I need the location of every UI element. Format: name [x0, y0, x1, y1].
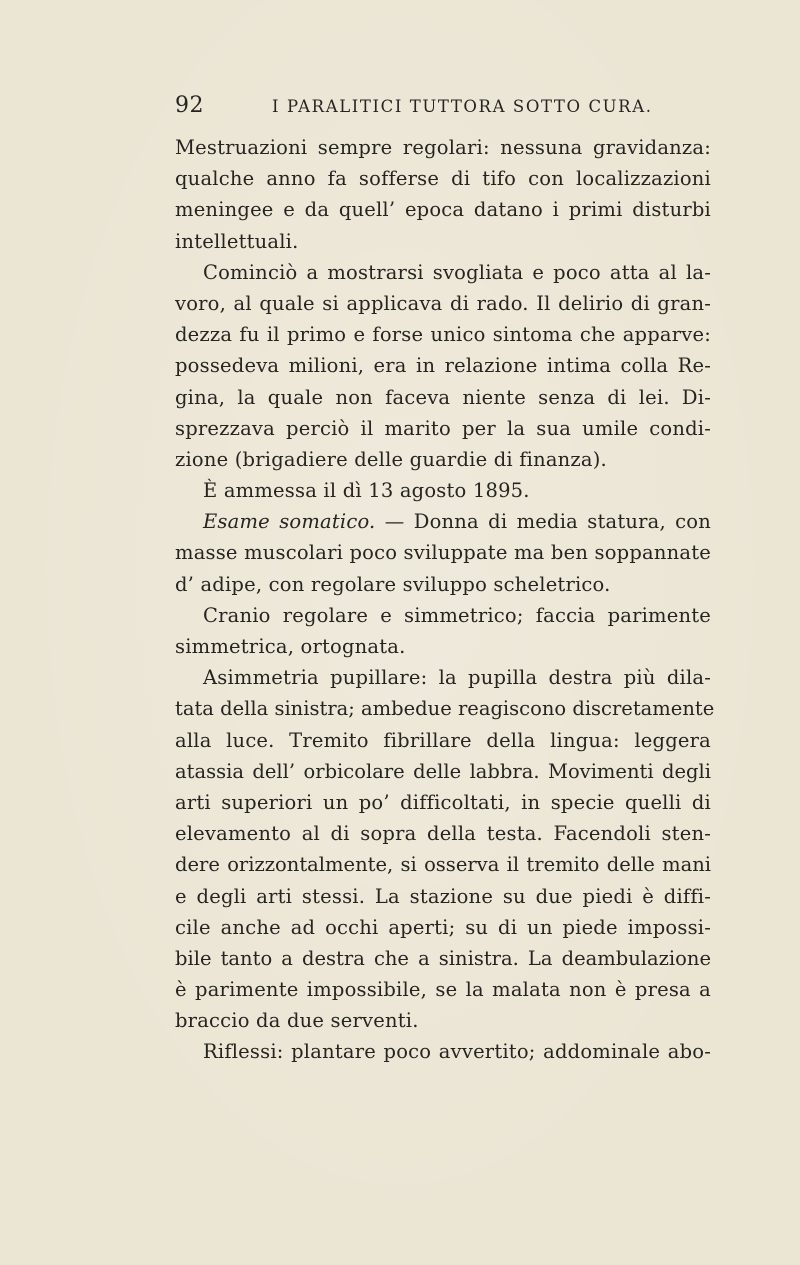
text-line-with-heading — [175, 506, 711, 537]
page-header — [175, 93, 715, 123]
text-line: cile anche ad occhi aperti; su di un piede impossi- — [175, 915, 711, 939]
text-line-rest: — Donna di media statura, con — [384, 510, 711, 534]
text-line: Asimmetria pupillare: la pupilla destra più dila- — [203, 666, 711, 690]
text-line: bile tanto a destra che a sinistra. La deambulazione — [175, 946, 711, 970]
text-line: Mestruazioni sempre regolari: nessuna gravidanza: — [175, 136, 711, 159]
text-line: simmetrica, ortognata. — [175, 635, 406, 658]
text-line: voro, al quale si applicava di rado. Il delirio di gran- — [175, 291, 711, 315]
page-number: 92 — [175, 93, 204, 118]
text-line: meningee e da quell’ epoca datano i primi disturbi — [175, 198, 711, 222]
text-line: possedeva milioni, era in relazione intima colla Re- — [175, 354, 711, 378]
text-line: elevamento al di sopra della testa. Facendoli sten- — [175, 822, 711, 846]
text-line: zione (brigadiere delle guardie di finanza). — [175, 447, 607, 471]
running-head: I PARALITICI TUTTORA SOTTO CURA. — [272, 97, 653, 116]
text-line: sprezzava perciò il marito per la sua umile condi- — [175, 416, 711, 440]
section-heading: Esame somatico. — [203, 510, 376, 534]
text-line: Cranio regolare e simmetrico; faccia parimente — [203, 603, 711, 627]
body-text — [175, 132, 715, 1068]
text-line: qualche anno fa sofferse di tifo con localizzazioni — [175, 167, 711, 191]
text-line: arti superiori un po’ difficoltati, in specie quelli di — [175, 790, 711, 814]
text-line: d’ adipe, con regolare sviluppo scheletrico. — [175, 572, 611, 596]
text-line: gina, la quale non faceva niente senza di lei. Di- — [175, 385, 711, 409]
text-line: tata della sinistra; ambedue reagiscono discretamente — [175, 697, 715, 721]
text-line: alla luce. Tremito fibrillare della lingua: leggera — [175, 728, 711, 752]
text-line: dezza fu il primo e forse unico sintoma che apparve: — [175, 323, 711, 347]
text-line: intellettuali. — [175, 229, 299, 253]
text-line: Riflessi: plantare poco avvertito; addominale abo- — [203, 1040, 711, 1064]
text-line: atassia dell’ orbicolare delle labbra. Movimenti degli — [175, 759, 711, 783]
text-line: braccio da due serventi. — [175, 1009, 419, 1033]
text-line: è parimente impossibile, se la malata non è presa a — [175, 978, 711, 1002]
text-line: e degli arti stessi. La stazione su due piedi è diffi- — [175, 884, 711, 908]
text-line: Cominciò a mostrarsi svogliata e poco atta al la- — [203, 260, 711, 284]
text-line: È ammessa il dì 13 agosto 1895. — [203, 479, 530, 503]
text-line: dere orizzontalmente, si osserva il tremito delle mani — [175, 853, 711, 877]
text-line: masse muscolari poco sviluppate ma ben soppannate — [175, 541, 711, 565]
